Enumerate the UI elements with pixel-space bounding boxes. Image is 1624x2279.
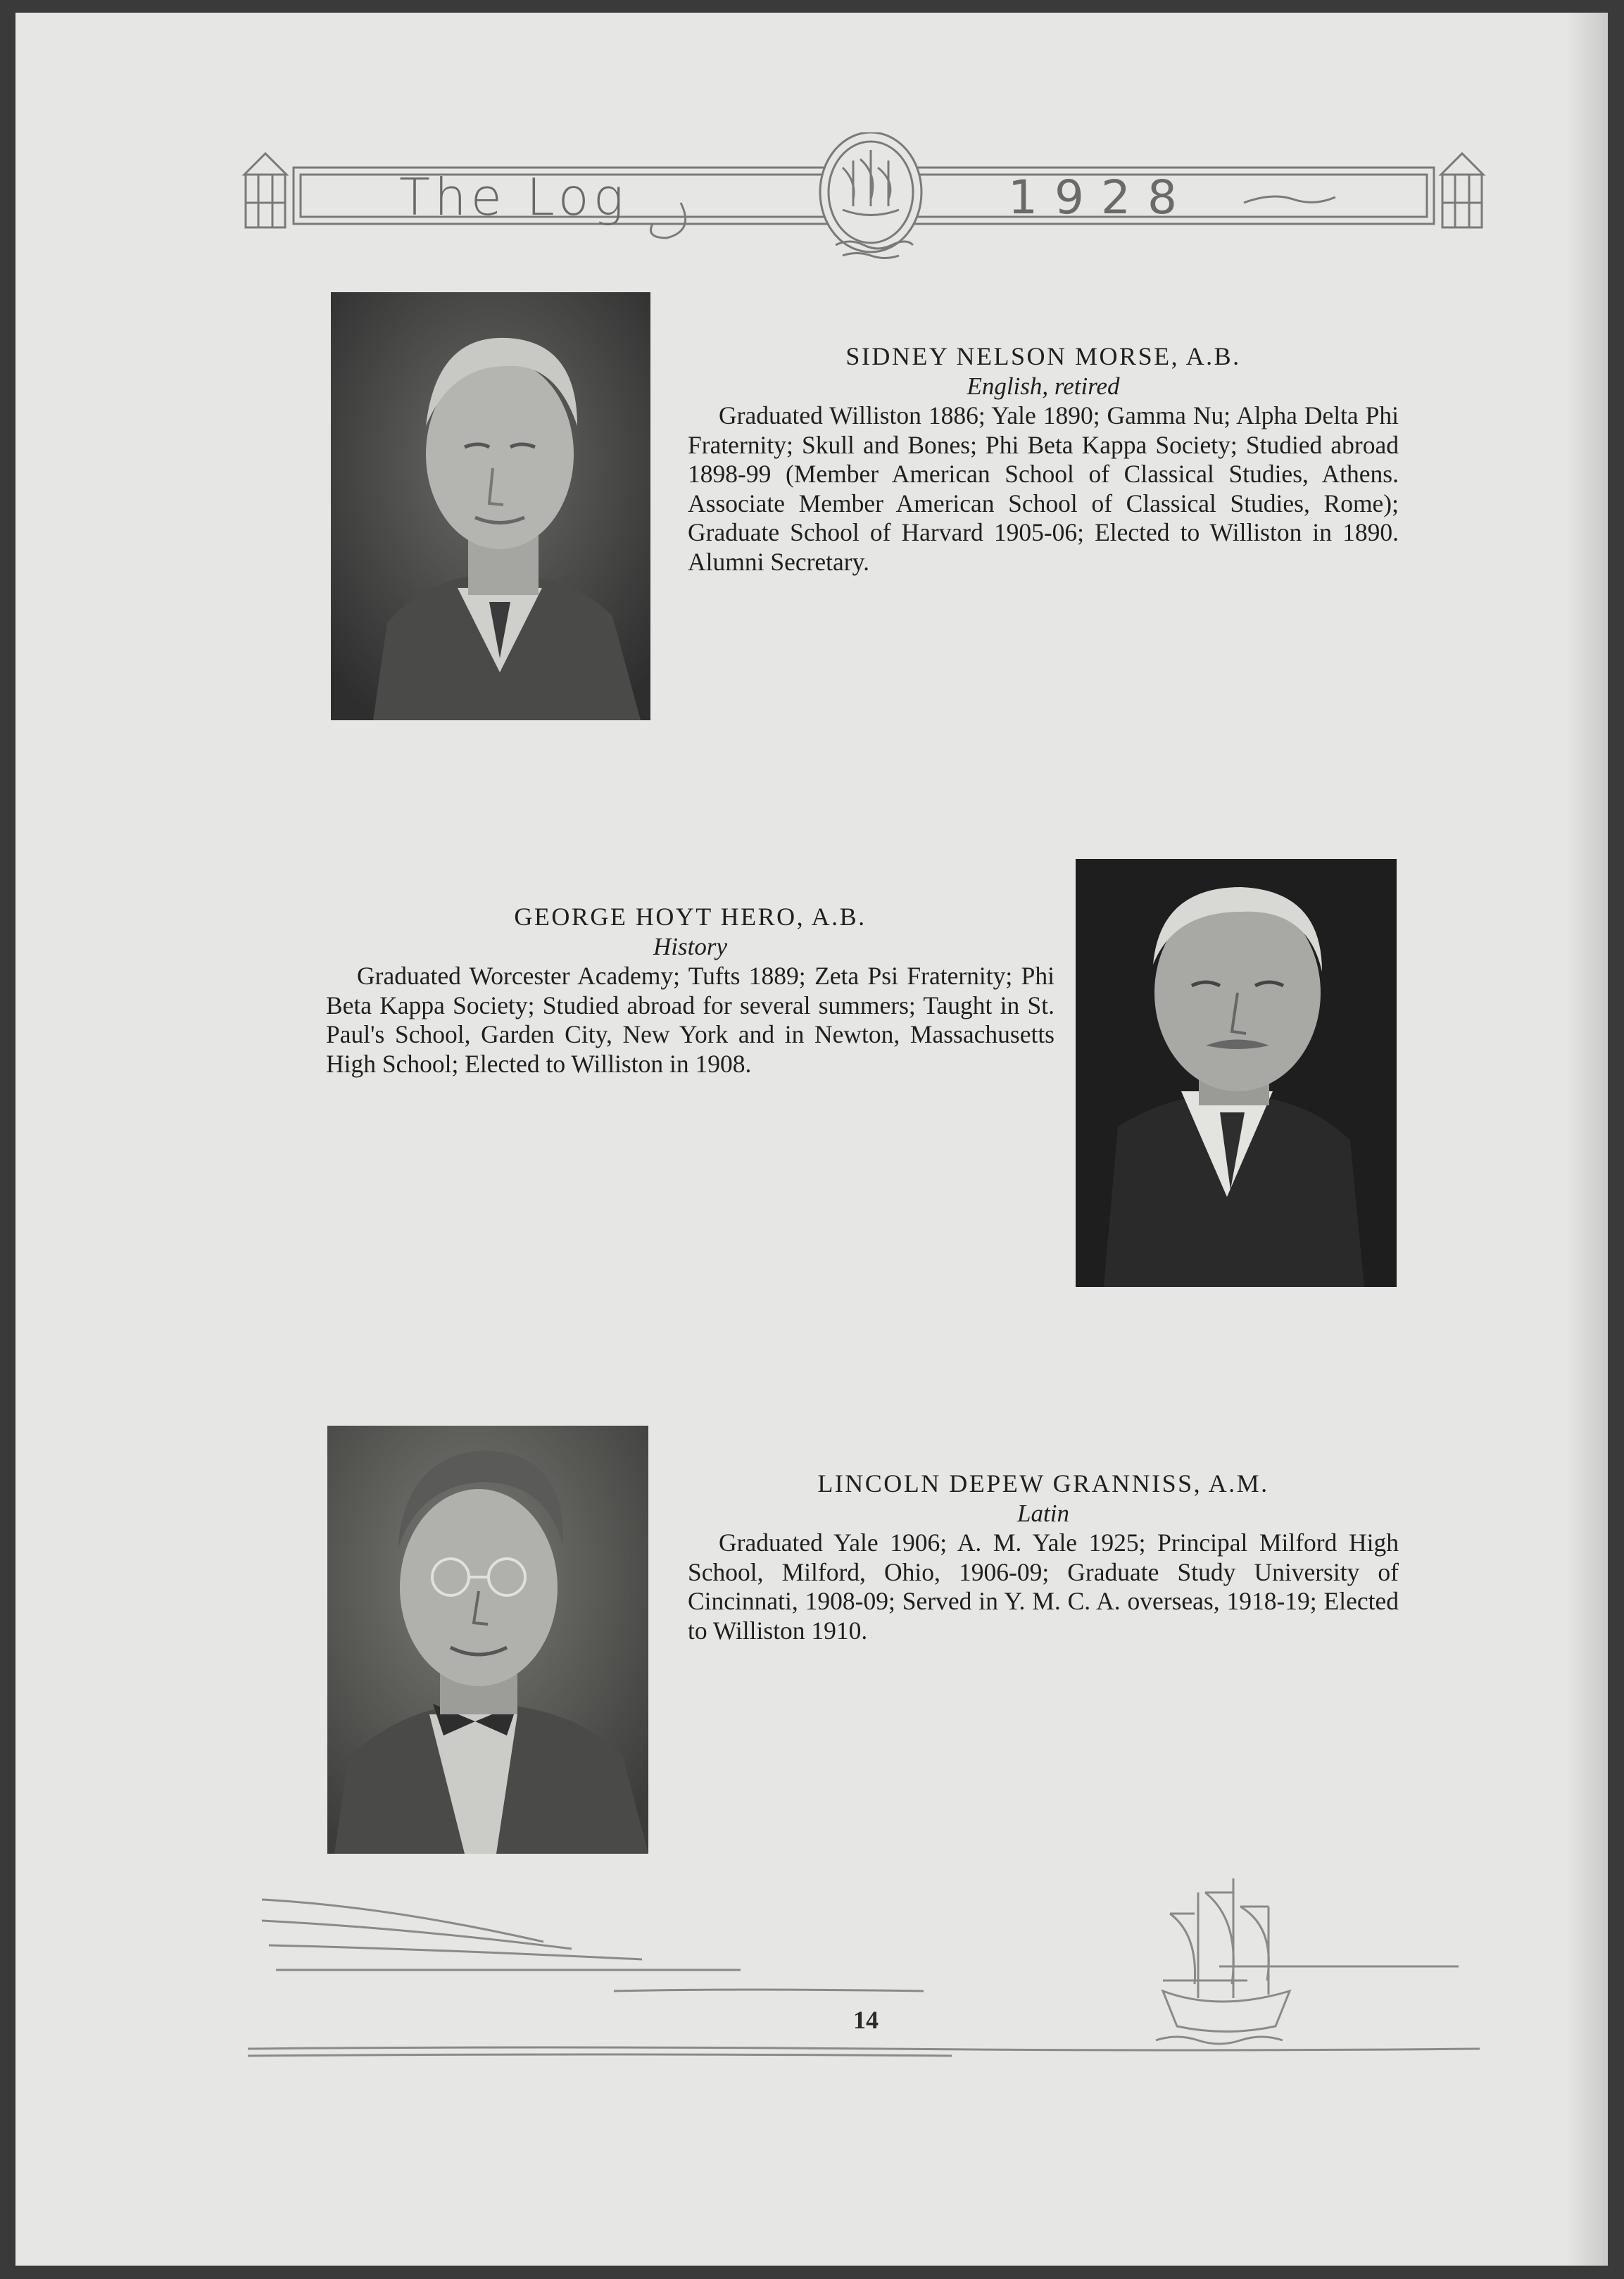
faculty-name: GEORGE HOYT HERO, A.B. <box>514 903 867 931</box>
header-title: The Log <box>399 168 628 227</box>
faculty-name: SIDNEY NELSON MORSE, A.B. <box>845 342 1241 370</box>
faculty-department: English, retired <box>967 372 1120 400</box>
faculty-department: History <box>653 933 727 960</box>
portrait-photo-granniss <box>327 1426 648 1854</box>
faculty-entry-granniss <box>688 1468 1399 1645</box>
portrait-photo-hero <box>1076 859 1397 1287</box>
footer-ship-ornament <box>248 1864 1494 2090</box>
faculty-bio: Graduated Yale 1906; A. M. Yale 1925; Principal Milford High School, Milford, Ohio, 1906-09; Graduate Study University of Cincinnati, 1908-09; Served in Y. M. C. A. overseas, 1918-19; Elected to Williston 1910. <box>688 1528 1399 1645</box>
faculty-bio: Graduated Williston 1886; Yale 1890; Gamma Nu; Alpha Delta Phi Fraternity; Skull and Bones; Phi Beta Kappa Society; Studied abroad 1898-99 (Member American School of Classical Studies, Athens. Associate Member American School of Classical Studies, Rome); Graduate School of Harvard 1905-06; Elected to Williston in 1890. Alumni Secretary. <box>688 401 1399 576</box>
header-banner <box>237 132 1490 273</box>
header-year: 1928 <box>1008 170 1194 225</box>
faculty-entry-hero <box>326 901 1055 1079</box>
faculty-entry-morse <box>688 341 1399 577</box>
portrait-photo-morse <box>331 292 650 720</box>
page-number: 14 <box>853 2006 879 2034</box>
faculty-bio: Graduated Worcester Academy; Tufts 1889; Zeta Psi Fraternity; Phi Beta Kappa Society; Studied abroad for several summers; Taught in St. Paul's School, Garden City, New York and in Newton, Massachusetts High School; Elected to Williston in 1908. <box>326 962 1055 1078</box>
page-binding-shadow <box>1566 13 1608 2266</box>
faculty-name: LINCOLN DEPEW GRANNISS, A.M. <box>817 1469 1269 1498</box>
faculty-department: Latin <box>1017 1500 1069 1527</box>
yearbook-page <box>15 13 1608 2266</box>
